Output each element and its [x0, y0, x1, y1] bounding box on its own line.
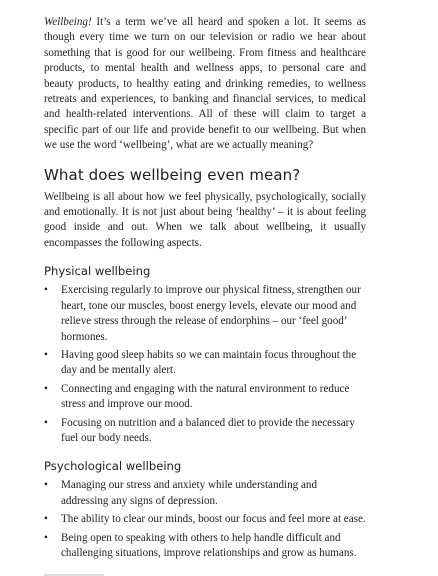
bullet-icon: • [44, 382, 48, 395]
list-item [44, 416, 366, 447]
bullet-icon: • [44, 479, 48, 492]
psychological-heading: Psychological wellbeing [44, 459, 182, 474]
section-heading: What does wellbeing even mean? [44, 165, 301, 184]
bullet-icon: • [44, 531, 48, 544]
bullet-icon: • [44, 348, 48, 361]
list-item-text: The ability to clear our minds, boost our focus and feel more at ease. [61, 513, 366, 526]
bullet-icon: • [44, 513, 48, 526]
physical-list [44, 283, 366, 446]
list-item-text: Focusing on nutrition and a balanced diet to provide the necessary fuel our body needs. [61, 416, 355, 444]
list-item-text: Connecting and engaging with the natural environment to reduce stress and improve our mood. [61, 382, 350, 411]
list-item [44, 348, 366, 379]
list-item [44, 283, 366, 345]
bullet-icon: • [44, 416, 48, 429]
list-item [44, 382, 366, 413]
list-item-text: Being open to speaking with others to help handle difficult and challenging situations, improve relationships and grow as humans. [61, 531, 357, 559]
physical-heading: Physical wellbeing [44, 264, 151, 279]
list-item-text: Managing our stress and anxiety while understanding and addressing any signs of depression. [61, 479, 318, 507]
bullet-icon: • [44, 284, 48, 297]
intro-text: It’s a term we’ve all heard and spoken a lot. It seems as though every time we turn on our television or radio we hear about something that is good for our wellbeing. From fitness and healthcare products, to mental health and wellness apps, to personal care and beauty products, to healthy eating and drinking remedies, to wellness retreats and experiences, to banking and financial services, to medical and health-related interventions. All of these will claim to target a specific part of our life and provide benefit to our wellbeing. But when we use the word ‘wellbeing’, what are we actually meaning? [44, 16, 366, 152]
list-item-text: Exercising regularly to improve our physical fitness, strengthen our heart, tone our muscles, boost energy levels, elevate our mood and relieve stress through the release of endorphins – our ‘feel good’ hormones. [61, 284, 361, 343]
list-item-text: Having good sleep habits so we can maintain focus throughout the day and be mentally alert. [61, 348, 357, 377]
psychological-list [44, 478, 366, 561]
intro-paragraph [44, 15, 366, 154]
list-item [44, 478, 366, 509]
section-body: Wellbeing is all about how we feel physically, psychologically, socially and emotionally. It is not just about being ‘healthy’ – it is about feeling good inside and out. When we talk about wellbeing, it usually encompasses the following aspects. [44, 190, 366, 249]
list-item [44, 512, 366, 527]
intro-lead: Wellbeing! [44, 16, 92, 28]
list-item [44, 531, 366, 562]
